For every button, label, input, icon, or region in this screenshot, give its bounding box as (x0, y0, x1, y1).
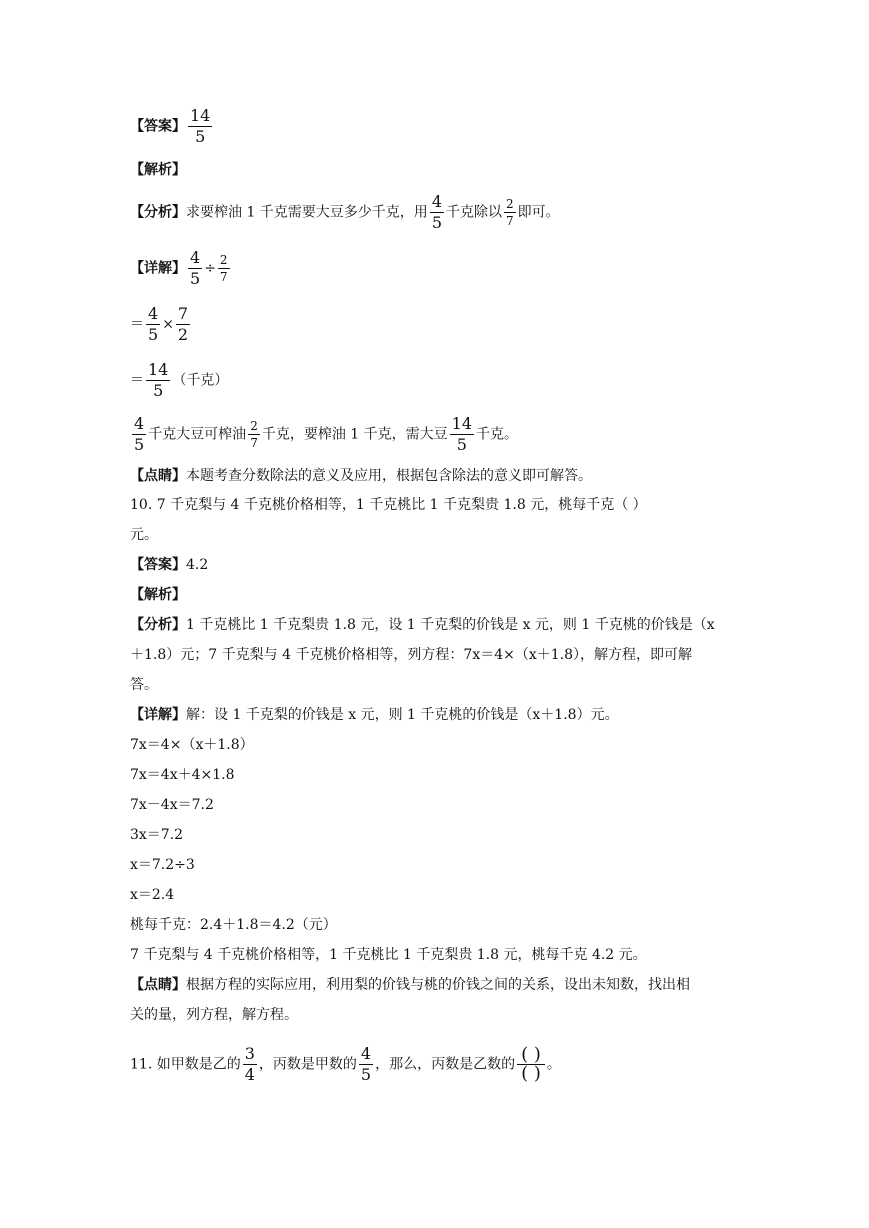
solution-step: x＝2.4 (130, 887, 175, 903)
fenxi-line: ＋1.8）元；7 千克梨与 4 千克桃价格相等，列方程：7x＝4×（x＋1.8），解方程，即可解 (130, 647, 693, 663)
fraction: $\frac{14}{5}$ (148, 360, 169, 400)
fraction: $\frac{4}{5}$ (360, 1044, 372, 1084)
fraction: $\frac{3}{4}$ (244, 1044, 255, 1084)
calc-step: ＝ $\frac{14}{5}$ （千克） (130, 360, 229, 400)
solution-step: x＝7.2÷3 (130, 857, 195, 873)
fraction: $\frac{4}{5}$ (190, 248, 201, 288)
fraction: $\frac{14}{5}$ (451, 414, 472, 454)
fraction: $\frac{2}{7}$ (250, 419, 258, 450)
fraction: $\frac{7}{2}$ (177, 304, 189, 344)
fraction: $\frac{4}{5}$ (431, 192, 442, 232)
answer-blank-fraction[interactable]: $\frac{( )}{( )}$ (517, 1046, 545, 1083)
fenxi-line: 【分析】1 千克桃比 1 千克梨贵 1.8 元，设 1 千克梨的价钱是 x 元，则 1 千克桃的价钱是（x (130, 617, 715, 633)
question-10-text: 10. 7 千克梨与 4 千克桃价格相等，1 千克桃比 1 千克梨贵 1.8 元，桃每千克（ ） (130, 497, 647, 513)
solution-step: 7x－4x＝7.2 (130, 797, 214, 813)
solution-step: 7 千克梨与 4 千克桃价格相等，1 千克桃比 1 千克梨贵 1.8 元，桃每千克 4.2 元。 (130, 947, 647, 963)
comment-line: 关的量，列方程，解方程。 (130, 1007, 298, 1023)
fraction: $\frac{2}{7}$ (219, 253, 228, 284)
solution-step: 3x＝7.2 (130, 827, 184, 843)
fenxi-line: 【分析】求要榨油 1 千克需要大豆多少千克，用 $\frac{4}{5}$ 千克除以 $\frac{2}{7}$ 即可。 (130, 192, 560, 232)
fenxi-tag: 【分析】 (130, 204, 186, 221)
question-10-text: 元。 (130, 527, 158, 543)
comment-line: 【点睛】本题考查分数除法的意义及应用，根据包含除法的意义即可解答。 (130, 468, 592, 484)
analysis-heading: 【解析】 (130, 587, 186, 603)
fenxi-line: 答。 (130, 677, 158, 693)
detail-line: 【详解】 $\frac{4}{5}$ ÷ $\frac{2}{7}$ (130, 248, 228, 288)
solution-step: 7x＝4×（x＋1.8） (130, 737, 254, 753)
answer-fraction: $\frac{14}{5}$ (190, 106, 211, 146)
answer-line: 【答案】4.2 (130, 557, 209, 573)
conclusion-line: $\frac{4}{5}$ 千克大豆可榨油 $\frac{2}{7}$ 千克，要榨油 1 千克，需大豆 $\frac{14}{5}$ 千克。 (134, 414, 518, 454)
answer-tag: 【答案】 (130, 118, 186, 135)
question-11-text: 11. 如甲数是乙的 $\frac{3}{4}$ ，丙数是甲数的 $\frac{4}{5}$ ，那么，丙数是乙数的 $\frac{( )}{( )}$ 。 (130, 1044, 561, 1084)
fraction: $\frac{4}{5}$ (148, 304, 159, 344)
solution-step: 桃每千克：2.4＋1.8＝4.2（元） (130, 917, 337, 933)
fraction: $\frac{4}{5}$ (134, 414, 145, 454)
fraction: $\frac{2}{7}$ (506, 197, 514, 228)
detail-line: 【详解】解：设 1 千克梨的价钱是 x 元，则 1 千克桃的价钱是（x＋1.8）元。 (130, 707, 619, 723)
answer-line (130, 108, 214, 145)
calc-step: ＝ $\frac{4}{5}$ × $\frac{7}{2}$ (130, 304, 189, 344)
analysis-heading: 【解析】 (130, 162, 186, 178)
comment-line: 【点睛】根据方程的实际应用，利用梨的价钱与桃的价钱之间的关系，设出未知数，找出相 (130, 977, 690, 993)
detail-tag: 【详解】 (130, 260, 186, 277)
comment-tag: 【点睛】 (130, 468, 186, 484)
solution-step: 7x＝4x＋4×1.8 (130, 767, 235, 783)
